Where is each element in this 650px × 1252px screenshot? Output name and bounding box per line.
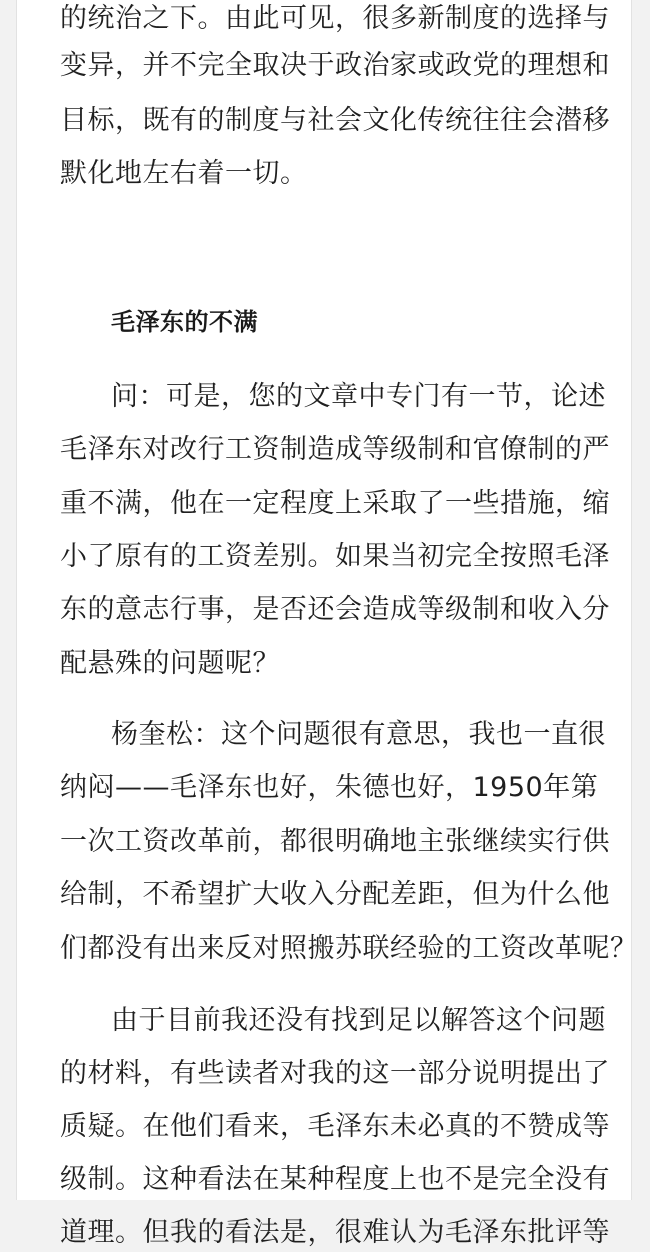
answer-line-2: 纳闷——毛泽东也好，朱德也好，1950年第: [60, 772, 599, 803]
followup-line-2: 的材料，有些读者对我的这一部分说明提出了: [60, 1058, 610, 1089]
section-heading: 毛泽东的不满: [111, 308, 258, 336]
followup-line-5: 道理。但我的看法是，很难认为毛泽东批评等: [60, 1217, 610, 1248]
answer-line-4: 给制，不希望扩大收入分配差距，但为什么他: [60, 879, 610, 910]
question-line-6: 配悬殊的问题呢？: [60, 648, 280, 679]
question-line-3: 重不满，他在一定程度上采取了一些措施，缩: [60, 488, 610, 519]
question-line-5: 东的意志行事，是否还会造成等级制和收入分: [60, 594, 610, 625]
question-line-1: 问：可是，您的文章中专门有一节，论述: [111, 381, 606, 412]
answer-line-5: 们都没有出来反对照搬苏联经验的工资改革呢？: [60, 933, 638, 964]
followup-line-3: 质疑。在他们看来，毛泽东未必真的不赞成等: [60, 1111, 610, 1142]
question-line-2: 毛泽东对改行工资制造成等级制和官僚制的严: [60, 434, 610, 465]
followup-line-4: 级制。这种看法在某种程度上也不是完全没有: [60, 1164, 610, 1195]
followup-line-1: 由于目前我还没有找到足以解答这个问题: [111, 1005, 606, 1036]
intro-line-4: 默化地左右着一切。: [60, 158, 308, 189]
intro-line-3: 目标，既有的制度与社会文化传统往往会潜移: [60, 105, 610, 136]
answer-line-3: 一次工资改革前，都很明确地主张继续实行供: [60, 826, 610, 857]
intro-line-2: 变异，并不完全取决于政治家或政党的理想和: [60, 50, 610, 81]
answer-line-1: 杨奎松：这个问题很有意思，我也一直很: [111, 719, 606, 750]
question-line-4: 小了原有的工资差别。如果当初完全按照毛泽: [60, 541, 610, 572]
intro-line-1: 的统治之下。由此可见，很多新制度的选择与: [60, 3, 610, 34]
article-page: [16, 0, 638, 1248]
